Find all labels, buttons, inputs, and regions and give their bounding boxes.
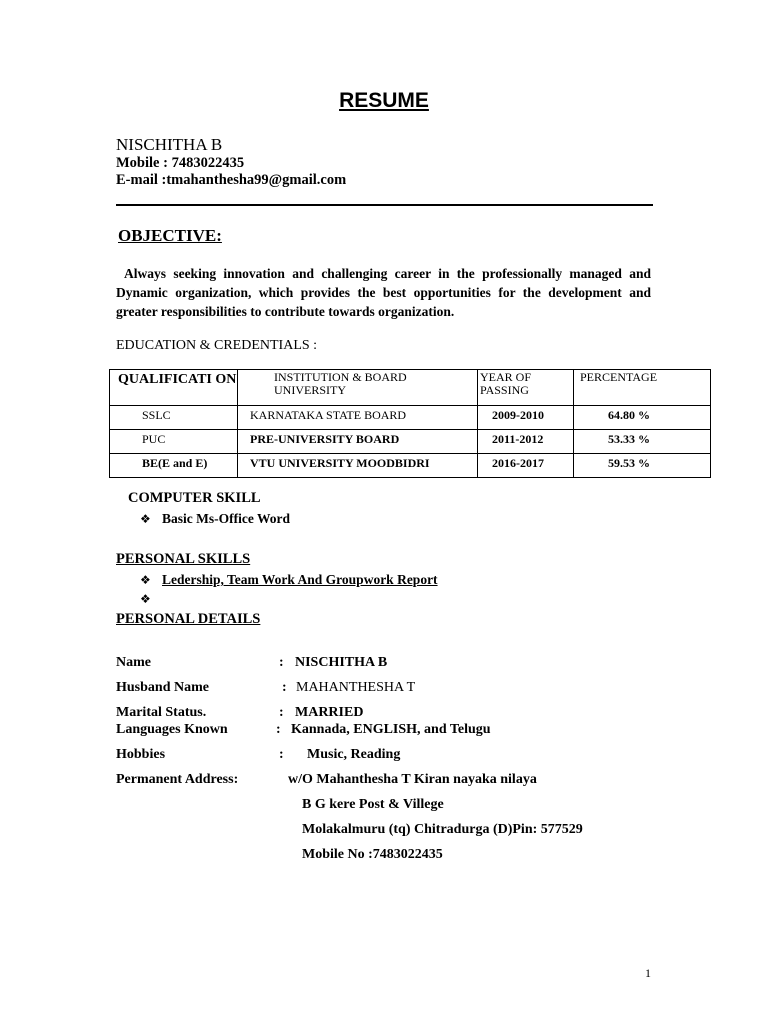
hobbies-value: Music, Reading bbox=[307, 747, 401, 762]
table-cell: VTU UNIVERSITY MOODBIDRI bbox=[238, 454, 478, 478]
table-row bbox=[110, 430, 711, 454]
table-header-row bbox=[110, 370, 711, 406]
document-title: RESUME bbox=[339, 89, 429, 112]
table-cell: KARNATAKA STATE BOARD bbox=[238, 406, 478, 430]
table-cell: 2011-2012 bbox=[478, 430, 574, 454]
hobbies-label: Hobbies bbox=[116, 747, 166, 762]
table-cell: 2016-2017 bbox=[478, 454, 574, 478]
objective-text: Always seeking innovation and challenging career in the professionally managed and Dynamic organization, which provides the best opportunities for the development and greater responsibilities to contribute towards organization. bbox=[116, 266, 651, 319]
table-row bbox=[110, 406, 711, 430]
column-header: YEAR OF PASSING bbox=[478, 370, 574, 406]
column-header: QUALIFICATI ON bbox=[110, 370, 238, 406]
page-number: 1 bbox=[645, 966, 651, 980]
header-divider bbox=[116, 204, 653, 206]
table-cell: 64.80 % bbox=[574, 406, 711, 430]
husband-name-label: Husband Name bbox=[116, 680, 209, 695]
colon: : bbox=[279, 655, 284, 670]
table-cell: 59.53 % bbox=[574, 454, 711, 478]
education-table bbox=[109, 369, 711, 478]
email-line: E-mail :tmahanthesha99@gmail.com bbox=[116, 172, 347, 188]
colon: : bbox=[279, 705, 284, 720]
column-header: PERCENTAGE bbox=[574, 370, 711, 406]
languages-label: Languages Known bbox=[116, 722, 228, 737]
candidate-name: NISCHITHA B bbox=[116, 135, 223, 154]
husband-name-value: MAHANTHESHA T bbox=[296, 680, 416, 695]
table-cell: PRE-UNIVERSITY BOARD bbox=[238, 430, 478, 454]
personal-skills-heading: PERSONAL SKILLS bbox=[116, 551, 251, 567]
column-header: INSTITUTION & BOARD UNIVERSITY bbox=[238, 370, 478, 406]
colon: : bbox=[282, 680, 287, 695]
table-cell: SSLC bbox=[110, 406, 238, 430]
languages-value: Kannada, ENGLISH, and Telugu bbox=[291, 722, 491, 737]
list-item bbox=[140, 591, 162, 607]
address-line: Mobile No :7483022435 bbox=[302, 847, 443, 862]
objective-heading: OBJECTIVE: bbox=[118, 226, 222, 245]
address-line: w/O Mahanthesha T Kiran nayaka nilaya bbox=[288, 772, 537, 787]
address-line: B G kere Post & Villege bbox=[302, 797, 444, 812]
name-label: Name bbox=[116, 655, 151, 670]
marital-status-label: Marital Status. bbox=[116, 705, 207, 720]
name-value: NISCHITHA B bbox=[295, 655, 388, 670]
education-heading: EDUCATION & CREDENTIALS : bbox=[116, 338, 318, 353]
diamond-bullet-icon: ❖ bbox=[140, 592, 151, 606]
table-cell: 2009-2010 bbox=[478, 406, 574, 430]
list-item: ❖ Basic Ms-Office Word bbox=[140, 511, 290, 526]
address-label: Permanent Address: bbox=[116, 772, 239, 787]
list-item: ❖ Ledership, Team Work And Groupwork Report bbox=[140, 572, 438, 587]
personal-details-heading: PERSONAL DETAILS bbox=[116, 611, 261, 627]
mobile-line: Mobile : 7483022435 bbox=[116, 155, 245, 171]
diamond-bullet-icon: ❖ bbox=[140, 573, 151, 587]
table-cell: BE(E and E) bbox=[110, 454, 238, 478]
table-cell: PUC bbox=[110, 430, 238, 454]
computer-skill-heading: COMPUTER SKILL bbox=[128, 490, 261, 506]
address-line: Molakalmuru (tq) Chitradurga (D)Pin: 577529 bbox=[302, 822, 583, 837]
table-row bbox=[110, 454, 711, 478]
colon: : bbox=[279, 747, 284, 762]
diamond-bullet-icon: ❖ bbox=[140, 512, 151, 526]
table-cell: 53.33 % bbox=[574, 430, 711, 454]
colon: : bbox=[276, 722, 281, 737]
marital-status-value: MARRIED bbox=[295, 705, 364, 720]
